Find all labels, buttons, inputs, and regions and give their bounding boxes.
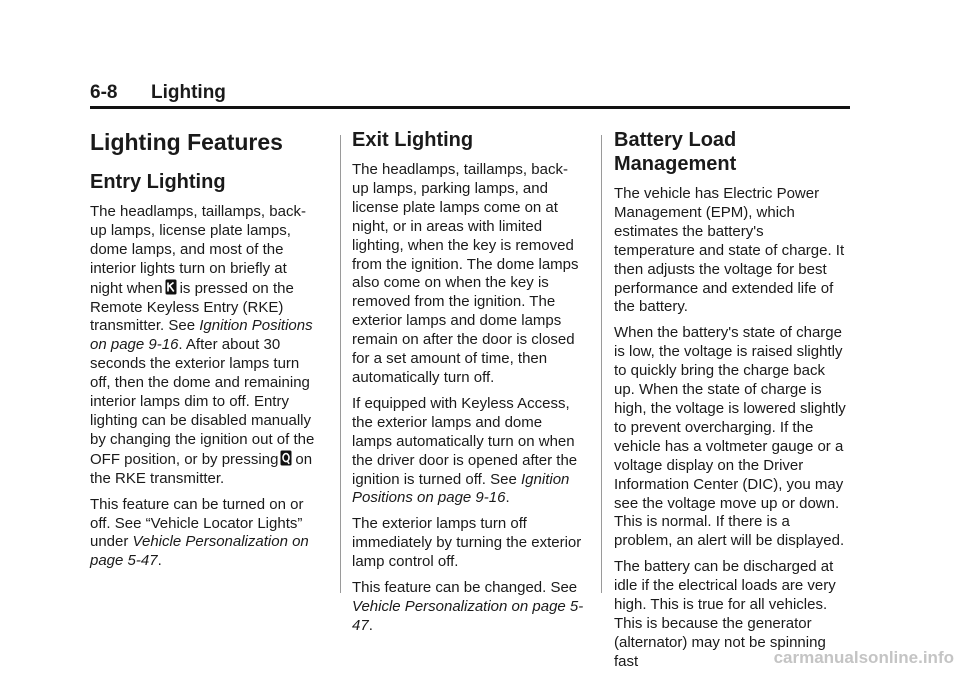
watermark: carmanualsonline.info <box>773 648 954 667</box>
text-run: is pressed on the Remote Keyless Entry (RKE) transmitter. See <box>90 279 294 335</box>
entry-lighting-paragraph-1 <box>90 203 322 489</box>
column-divider-2 <box>601 135 602 593</box>
text-run: If equipped with Keyless Access, the exterior lamps and dome lamps automatically turn on when the driver door is opened after the ignition is turned off. See <box>352 394 578 488</box>
column-right <box>614 128 846 679</box>
battery-paragraph-1: The vehicle has Electric Power Management (EPM), which estimates the battery's temperature and state of charge. It then adjusts the voltage for best performance and extended life of the battery. <box>614 185 845 316</box>
subheading-battery-load-management: Battery Load Management <box>614 129 737 175</box>
chapter-title: Lighting <box>151 82 226 103</box>
text-run: This feature can be changed. See <box>352 579 578 597</box>
column-left <box>90 128 322 578</box>
exit-lighting-paragraph-2 <box>352 395 584 508</box>
battery-paragraph-3: The battery can be discharged at idle if the electrical loads are very high. This is true for all vehicles. This is because the generator (alternator) may not be spinning fast <box>614 558 836 670</box>
column-divider-1 <box>340 135 341 593</box>
exit-lighting-paragraph-4 <box>352 579 584 636</box>
cross-reference-link[interactable]: Ignition Positions on page 9-16 <box>90 317 313 354</box>
text-run: . <box>505 489 510 507</box>
exit-lighting-paragraph-3: The exterior lamps turn off immediately by turning the exterior lamp control off. <box>352 515 582 571</box>
text-run: on the RKE transmitter. <box>90 450 313 487</box>
text-run: This feature can be turned on or off. See “Vehicle Locator Lights” under <box>90 495 304 551</box>
text-run: . <box>157 552 162 570</box>
battery-paragraph-2: When the battery's state of charge is low, the voltage is raised slightly to quickly bring the charge back up. When the state of charge is high, the voltage is lowered slightly to prevent overcharging. If the vehicle has a voltmeter gauge or a voltage display on the Driver Information Center (DIC), you may see the voltage move up or down. This is normal. If there is a problem, an alert will be displayed. <box>614 324 846 550</box>
cross-reference-link[interactable]: Vehicle Personalization on page 5-47 <box>352 597 584 634</box>
column-middle <box>352 128 584 643</box>
exit-lighting-paragraph-1: The headlamps, taillamps, back-up lamps, parking lamps, and license plate lamps come on at night, or in areas with limited lighting, when the key is removed from the ignition. The dome lamps also come on when the key is removed from the ignition. The exterior lamps and dome lamps remain on after the door is closed for a set amount of time, then automatically turn off. <box>352 161 579 386</box>
unlock-button-icon <box>165 279 177 295</box>
lock-button-icon <box>280 450 292 466</box>
text-run: . <box>368 616 373 634</box>
page-header <box>90 80 850 109</box>
cross-reference-link[interactable]: Ignition Positions on page 9-16 <box>352 470 570 507</box>
section-heading-lighting-features: Lighting Features <box>90 129 283 155</box>
entry-lighting-paragraph-2 <box>90 496 322 572</box>
page-number: 6-8 <box>90 82 118 103</box>
subheading-entry-lighting: Entry Lighting <box>90 171 226 193</box>
cross-reference-link[interactable]: Vehicle Personalization on page 5-47 <box>90 533 309 570</box>
text-run: . After about 30 seconds the exterior lamps turn off, then the dome and remaining interior lamps dim to off. Entry lighting can be disabled manually by changing the ignition out of the OFF position, or by pressing <box>90 336 315 468</box>
subheading-exit-lighting: Exit Lighting <box>352 129 474 151</box>
text-run: The headlamps, taillamps, back-up lamps, license plate lamps, dome lamps, and most of the interior lights turn on briefly at night when <box>90 203 306 297</box>
